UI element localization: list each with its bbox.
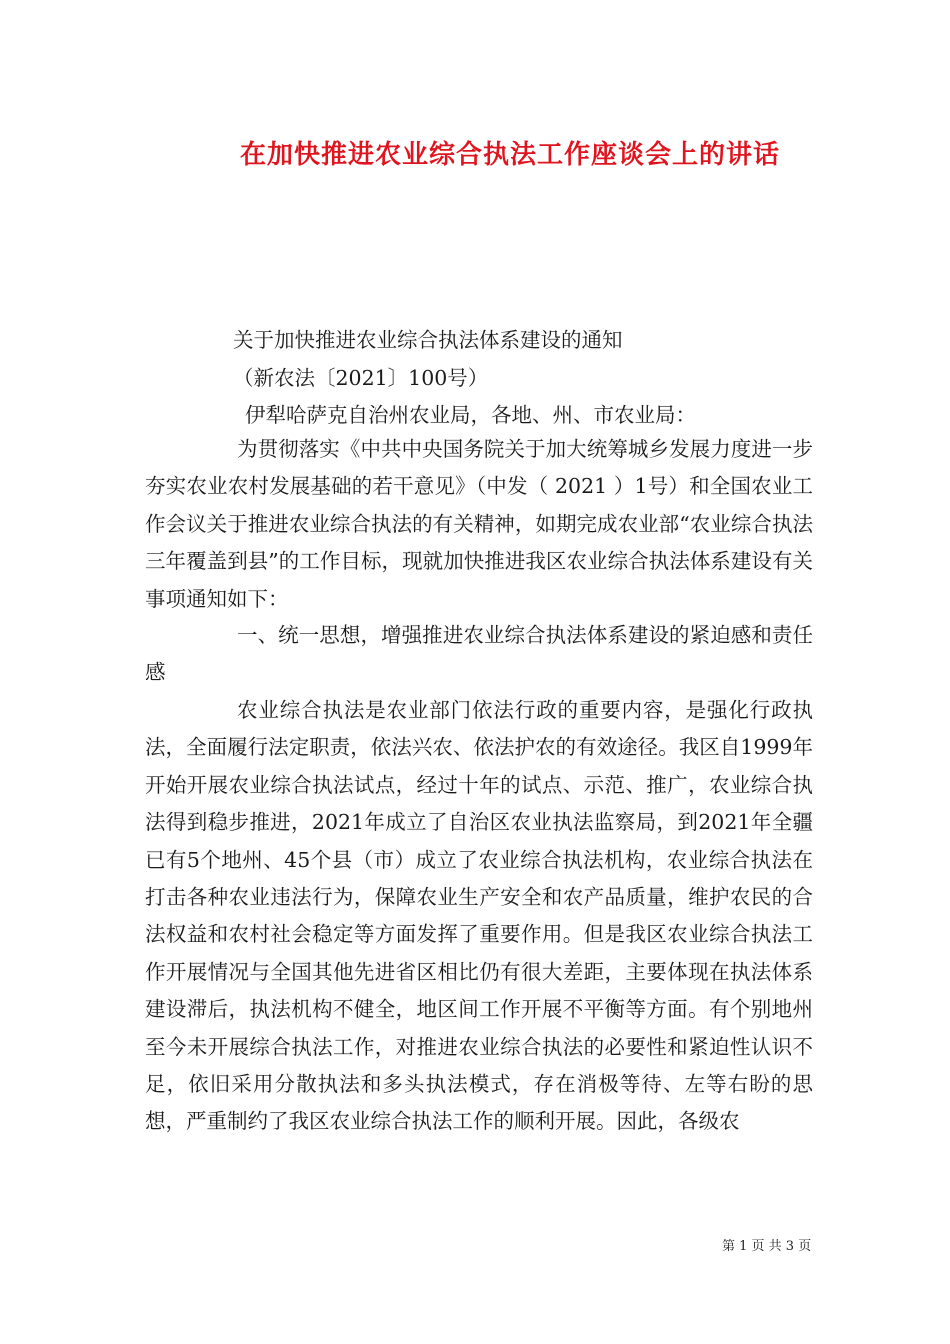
notice-title: 关于加快推进农业综合执法体系建设的通知 — [233, 328, 623, 352]
body-section-2 — [145, 617, 813, 692]
document-number: （新农法〔2021〕100号） — [233, 366, 489, 390]
body-section-1 — [145, 431, 813, 618]
paragraph-2: 农业综合执法是农业部门依法行政的重要内容，是强化行政执法，全面履行法定职责，依法兴农、依法护农的有效途径。我区自1999年开始开展农业综合执法试点，经过十年的试点、示范、推广，农业综合执法得到稳步推进，2021年成立了自治区农业执法监察局，到2021年全疆已有5个地州、45个县（市）成立了农业综合执法机构，农业综合执法在打击各种农业违法行为，保障农业生产安全和农产品质量，维护农民的合法权益和农村社会稳定等方面发挥了重要作用。但是我区农业综合执法工作开展情况与全国其他先进省区相比仍有很大差距，主要体现在执法体系建设滞后，执法机构不健全，地区间工作开展不平衡等方面。有个别地州至今未开展综合执法工作，对推进农业综合执法的必要性和紧迫性认识不足，依旧采用分散执法和多头执法模式，存在消极等待、左等右盼的思想，严重制约了我区农业综合执法工作的顺利开展。因此，各级农 — [145, 698, 813, 1134]
document-title: 在加快推进农业综合执法工作座谈会上的讲话 — [239, 140, 780, 170]
body-section-3 — [145, 692, 813, 1141]
addressee: 伊犁哈萨克自治州农业局，各地、州、市农业局： — [245, 403, 696, 427]
paragraph-1: 为贯彻落实《中共中央国务院关于加大统筹城乡发展力度进一步夯实农业农村发展基础的若干意见》（中发（ 2021 ）1号）和全国农业工作会议关于推进农业综合执法的有关精神，如期完成农业部“农业综合执法三年覆盖到县”的工作目标，现就加快推进我区农业综合执法体系建设有关事项通知如下： — [145, 437, 813, 611]
page-footer: 第 1 页 共 3 页 — [722, 1239, 812, 1254]
section-heading-1: 一、统一思想，增强推进农业综合执法体系建设的紧迫感和责任感 — [145, 623, 813, 685]
